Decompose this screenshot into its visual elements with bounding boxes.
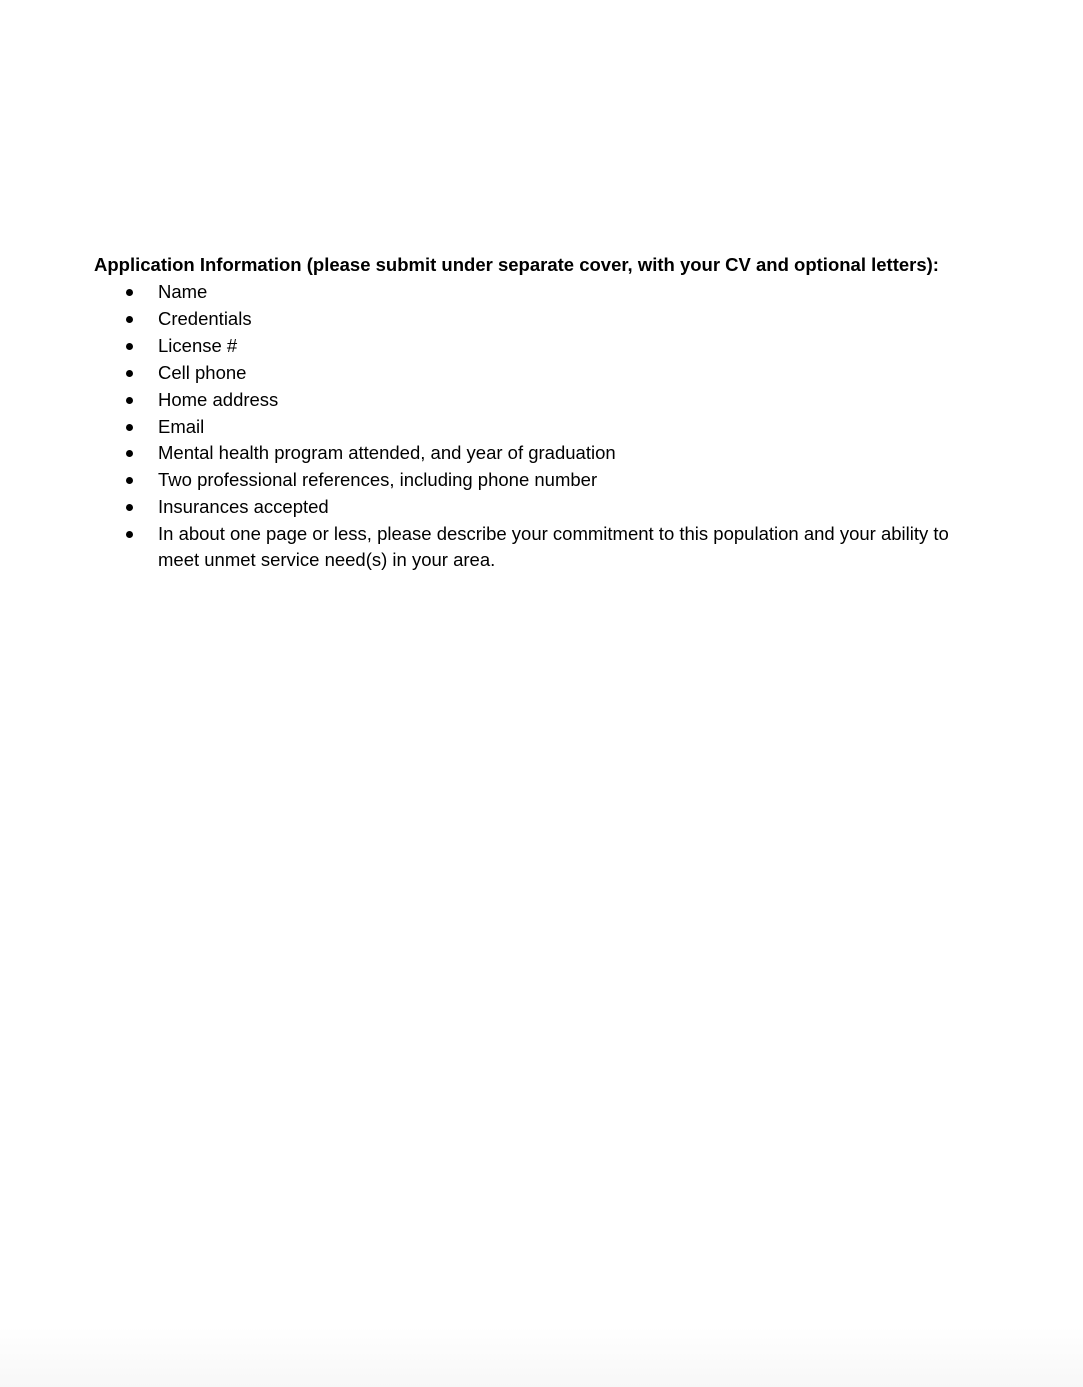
bullet-icon xyxy=(126,477,133,484)
list-item-text: Cell phone xyxy=(158,361,247,383)
list-item-text: Two professional references, including phone number xyxy=(158,469,598,491)
bullet-icon xyxy=(126,289,133,296)
list-item-email xyxy=(94,414,994,441)
bullet-icon xyxy=(126,397,133,404)
list-item-text: In about one page or less, please describe your commitment to this population and your ability to meet unmet service need(s) in your area. xyxy=(158,523,949,571)
list-item-commitment xyxy=(94,521,994,573)
list-item-text: Name xyxy=(158,281,208,302)
list-item-text: License # xyxy=(158,334,238,356)
list-item-text: Home address xyxy=(158,388,279,410)
list-item-license xyxy=(94,333,994,360)
bullet-icon xyxy=(126,450,133,457)
list-item-text: Email xyxy=(158,415,205,437)
list-item-text: Mental health program attended, and year of graduation xyxy=(158,442,616,464)
page-bottom-shade xyxy=(0,1327,1083,1387)
list-item-text: Insurances accepted xyxy=(158,496,329,518)
list-item-references xyxy=(94,467,994,494)
bullet-icon xyxy=(126,343,133,350)
list-item-cell-phone xyxy=(94,360,994,387)
list-item-text: Credentials xyxy=(158,307,252,329)
bullet-icon xyxy=(126,531,133,538)
list-item-credentials xyxy=(94,306,994,333)
list-item-name xyxy=(94,279,994,306)
bullet-icon xyxy=(126,504,133,511)
bullet-icon xyxy=(126,316,133,323)
list-item-insurances xyxy=(94,494,994,521)
bullet-icon xyxy=(126,370,133,377)
application-info-section xyxy=(94,252,994,573)
list-item-home-address xyxy=(94,387,994,414)
requirements-list xyxy=(94,279,994,573)
list-item-program xyxy=(94,440,994,467)
bullet-icon xyxy=(126,424,133,431)
section-heading: Application Information (please submit under separate cover, with your CV and optional letters): xyxy=(94,254,939,275)
